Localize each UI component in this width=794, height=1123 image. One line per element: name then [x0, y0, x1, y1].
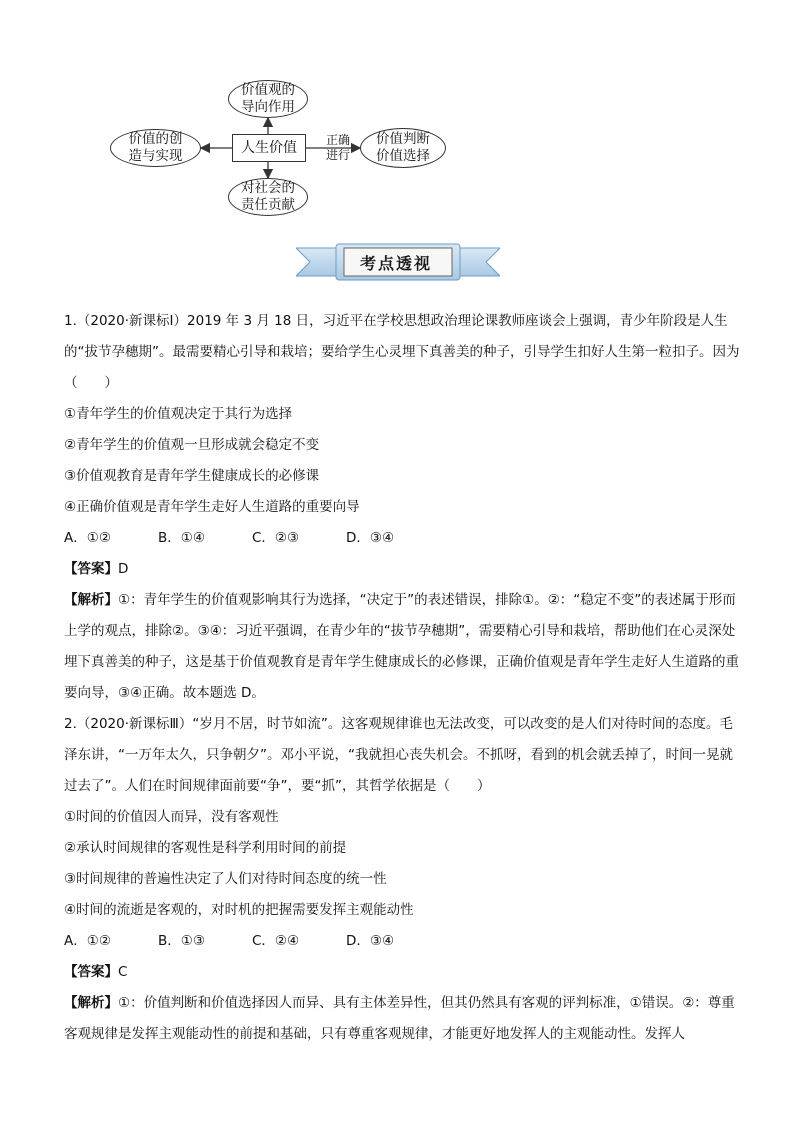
- answer-value: C: [118, 964, 128, 980]
- question-1-item: ④正确价值观是青年学生走好人生道路的重要向导: [64, 499, 360, 515]
- edge-label-correct: 正确 进行: [325, 133, 350, 162]
- option-c: C．②④: [252, 933, 300, 949]
- analysis-label: 【解析】: [64, 592, 118, 608]
- question-2-item: ①时间的价值因人而异，没有客观性: [64, 809, 279, 825]
- question-2-item: ②承认时间规律的客观性是科学利用时间的前提: [64, 840, 347, 856]
- question-2-item: ③时间规律的普遍性决定了人们对待时间态度的统一性: [64, 871, 387, 887]
- option-c: C．②③: [252, 530, 300, 546]
- question-2-item: ④时间的流逝是客观的，对时机的把握需要发挥主观能动性: [64, 902, 414, 918]
- node-value-guidance: 价值观的 导向作用: [228, 80, 308, 118]
- node-value-creation: 价值的创 造与实现: [110, 129, 201, 167]
- question-1-analysis: [64, 585, 744, 709]
- question-2-analysis: [64, 988, 744, 1050]
- option-a: A．①②: [64, 530, 111, 546]
- node-value-judgment: 价值判断 价值选择: [360, 128, 446, 168]
- option-b: B．①③: [158, 933, 205, 949]
- question-1-item: ①青年学生的价值观决定于其行为选择: [64, 406, 293, 422]
- question-1-item: ③价值观教育是青年学生健康成长的必修课: [64, 468, 320, 484]
- answer-label: 【答案】: [64, 561, 118, 577]
- option-d: D．③④: [346, 933, 395, 949]
- option-b: B．①④: [158, 530, 205, 546]
- option-d: D．③④: [346, 530, 395, 546]
- answer-label: 【答案】: [64, 964, 118, 980]
- question-1-answer: [64, 554, 744, 585]
- answer-value: D: [118, 561, 129, 577]
- node-social-responsibility: 对社会的 责任贡献: [228, 178, 308, 216]
- analysis-text: ①：青年学生的价值观影响其行为选择，“决定于”的表述错误，排除①。②：“稳定不变”的表述属于形而上学的观点，排除②。③④：习近平强调，在青少年的“拔节孕穗期”，需要精心引导和栽培，帮助他们在心灵深处埋下真善美的种子，这是基于价值观教育是青年学生健康成长的必修课，正确价值观是青年学生走好人生道路的重要向导，③④正确。故本题选 D。: [64, 592, 739, 701]
- node-life-value: 人生价值: [232, 134, 306, 162]
- banner-title: 考点透视: [359, 253, 432, 273]
- question-2-stem: 2.（2020·新课标Ⅲ）“岁月不居，时节如流”。这客观规律谁也无法改变，可以改变的是人们对待时间的态度。毛泽东讲，“一万年太久，只争朝夕”。邓小平说，“我就担心丧失机会。不抓呀，看到的机会就丢掉了，时间一晃就过去了”。人们在时间规律面前要“争”，要“抓”，其哲学依据是（ ）: [64, 716, 733, 794]
- question-content: [64, 306, 744, 1050]
- diagram-arrows: [0, 0, 794, 230]
- question-2-answer: [64, 957, 744, 988]
- question-1-options: [64, 523, 744, 554]
- analysis-text: ①：价值判断和价值选择因人而异、具有主体差异性，但其仍然具有客观的评判标准，①错误。②：尊重客观规律是发挥主观能动性的前提和基础，只有尊重客观规律，才能更好地发挥人的主观能动性。发挥人: [64, 995, 735, 1042]
- question-1-item: ②青年学生的价值观一旦形成就会稳定不变: [64, 437, 320, 453]
- question-1-stem: 1.（2020·新课标Ⅰ）2019 年 3 月 18 日，习近平在学校思想政治理论课教师座谈会上强调，青少年阶段是人生的“拔节孕穗期”。最需要精心引导和栽培；要给学生心灵埋下真善美的种子，引导学生扣好人生第一粒扣子。因为（ ）: [64, 313, 740, 391]
- option-a: A．①②: [64, 933, 111, 949]
- question-2-options: [64, 926, 744, 957]
- analysis-label: 【解析】: [64, 995, 118, 1011]
